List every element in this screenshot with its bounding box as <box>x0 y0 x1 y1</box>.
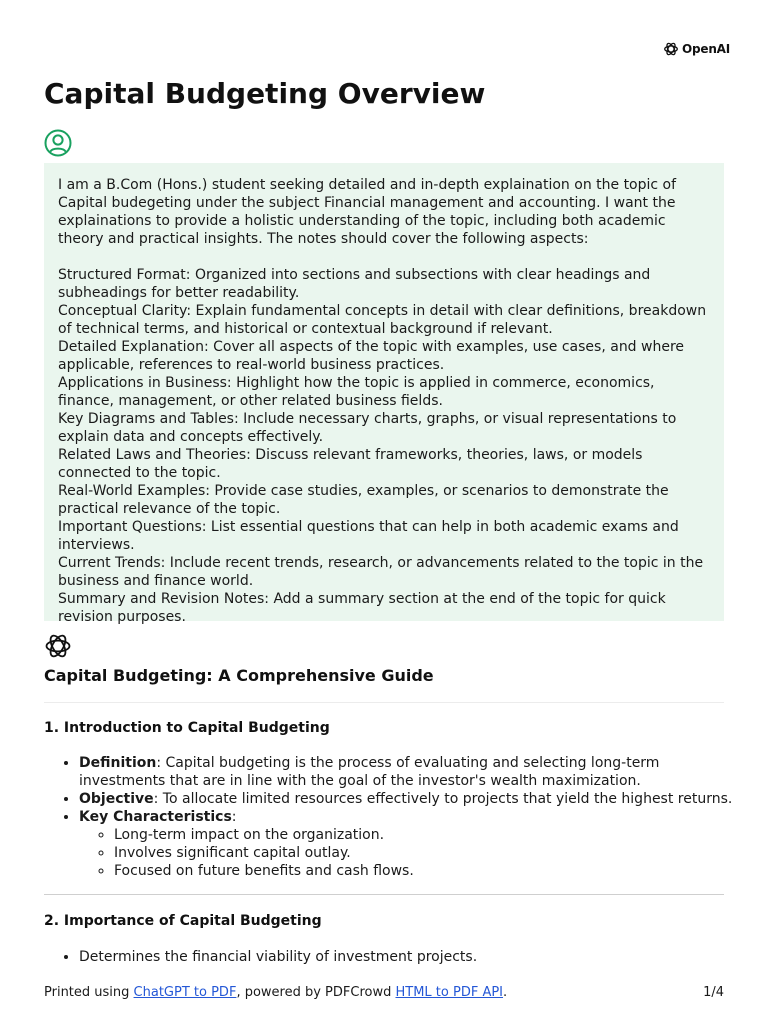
divider <box>44 702 724 703</box>
section1-list <box>44 754 749 880</box>
list-item: ◦ Long-term impact on the organization. <box>114 826 749 844</box>
term-objective: Objective <box>79 791 154 807</box>
prompt-line: Important Questions: List essential questions that can help in both academic exams and interviews. <box>58 519 679 553</box>
section-heading: 2. Importance of Capital Budgeting <box>44 913 322 929</box>
divider <box>44 894 724 895</box>
response-heading: Capital Budgeting: A Comprehensive Guide <box>44 666 434 685</box>
prompt-line: Conceptual Clarity: Explain fundamental concepts in detail with clear definitions, breakdown of technical terms, and historical or contextual background if relevant. <box>58 303 707 337</box>
page-number: 1/4 <box>703 985 724 1000</box>
prompt-line: Key Diagrams and Tables: Include necessary charts, graphs, or visual representations to explain data and concepts effectively. <box>58 411 677 445</box>
openai-logo <box>663 41 730 57</box>
section-heading: 1. Introduction to Capital Budgeting <box>44 720 330 736</box>
prompt-paragraph: I am a B.Com (Hons.) student seeking detailed and in-depth explaination on the topic of Capital budegeting under the subject Financial management and accounting. I want the explainations to provide a holistic understanding of the topic, including both academic theory and practical insights. The notes should cover the following aspects: <box>58 177 677 247</box>
prompt-line: Applications in Business: Highlight how the topic is applied in commerce, economics, finance, management, or other related business fields. <box>58 375 655 409</box>
footer-prefix: Printed using <box>44 985 134 1000</box>
list-item <box>79 808 749 880</box>
page-title: Capital Budgeting Overview <box>44 77 486 110</box>
footer-middle: , powered by PDFCrowd <box>236 985 396 1000</box>
chatgpt-to-pdf-link[interactable]: ChatGPT to PDF <box>133 985 237 1000</box>
prompt-line: Real-World Examples: Provide case studies, examples, or scenarios to demonstrate the practical relevance of the topic. <box>58 483 669 517</box>
colon: : <box>231 809 237 825</box>
user-prompt-box <box>44 163 724 625</box>
html-to-pdf-api-link[interactable]: HTML to PDF API <box>395 985 504 1000</box>
term-definition: Definition <box>79 755 157 771</box>
term-key-characteristics: Key Characteristics <box>79 809 232 825</box>
openai-logo-icon <box>663 41 679 57</box>
prompt-line: Summary and Revision Notes: Add a summary section at the end of the topic for quick revision purposes. <box>58 591 666 625</box>
footer-suffix: . <box>503 985 508 1000</box>
list-item: ◦ Involves significant capital outlay. <box>114 844 749 862</box>
list-item: • Determines the financial viability of investment projects. <box>79 948 749 966</box>
footer <box>44 985 724 1001</box>
openai-logo-text: OpenAI <box>682 42 731 56</box>
list-item <box>79 754 749 790</box>
objective-text: : To allocate limited resources effectively to projects that yield the highest returns. <box>153 791 733 807</box>
list-item: ◦ Focused on future benefits and cash flows. <box>114 862 749 880</box>
prompt-line: Structured Format: Organized into sections and subsections with clear headings and subheadings for better readability. <box>58 267 651 301</box>
prompt-line: Related Laws and Theories: Discuss relevant frameworks, theories, laws, or models connected to the topic. <box>58 447 643 481</box>
section2-list <box>44 948 749 966</box>
chatgpt-logo-icon <box>44 632 72 660</box>
definition-text: : Capital budgeting is the process of evaluating and selecting long-term investments that are in line with the goal of the investor's wealth maximization. <box>79 755 660 789</box>
prompt-line: Detailed Explanation: Cover all aspects of the topic with examples, use cases, and where applicable, references to real-world business practices. <box>58 339 685 373</box>
user-avatar-icon <box>44 129 72 157</box>
prompt-line: Current Trends: Include recent trends, research, or advancements related to the topic in the business and finance world. <box>58 555 704 589</box>
list-item <box>79 790 749 808</box>
characteristics-list <box>79 826 749 880</box>
